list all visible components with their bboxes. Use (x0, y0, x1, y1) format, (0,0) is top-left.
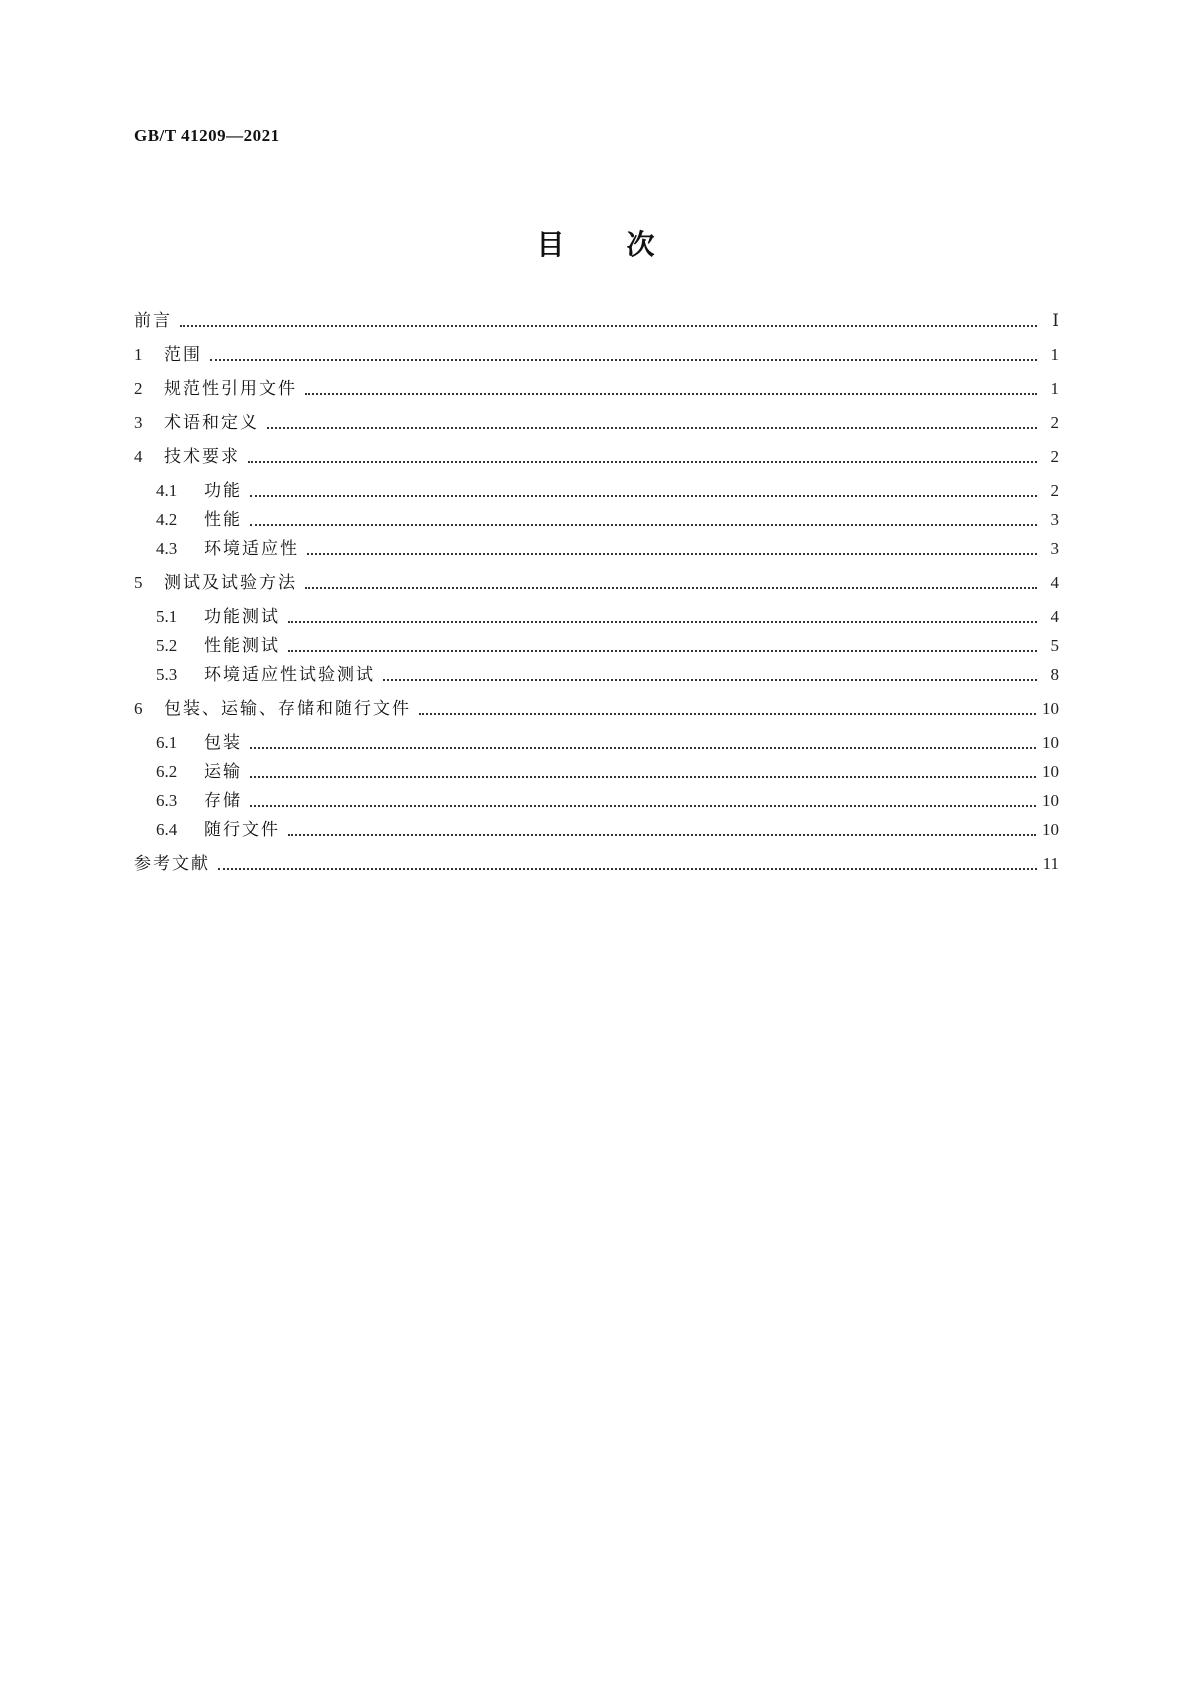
toc-title (0, 223, 1191, 263)
toc-entry-label: 术语和定义 (164, 413, 259, 433)
toc-entry[interactable] (134, 697, 1059, 721)
toc-entry-label: 参考文献 (134, 854, 210, 874)
toc-entry-page: 10 (1042, 820, 1059, 839)
toc-entry[interactable] (134, 377, 1059, 401)
toc-entry[interactable] (134, 634, 1059, 658)
toc-entry-number: 2 (134, 379, 143, 398)
toc-entry-label: 功能 (204, 481, 242, 501)
toc-title-char-2: 次 (626, 228, 655, 261)
toc-entry-page: 10 (1042, 733, 1059, 752)
toc-leader (248, 459, 1037, 463)
toc-leader (383, 677, 1037, 681)
standard-number: GB/T 41209—2021 (134, 126, 280, 145)
toc-leader (250, 745, 1036, 749)
toc-entry-page: 10 (1042, 762, 1059, 781)
toc-leader (250, 803, 1036, 807)
toc-entry-number: 6.4 (156, 820, 178, 839)
toc-entry[interactable] (134, 852, 1059, 876)
toc-leader (305, 391, 1037, 395)
toc-entry-number: 5 (134, 573, 143, 592)
toc-leader (307, 551, 1037, 555)
toc-entry-label: 测试及试验方法 (164, 573, 297, 593)
toc-entry[interactable] (134, 411, 1059, 435)
toc-title-char-1: 目 (536, 228, 565, 261)
toc-entry-label: 规范性引用文件 (164, 379, 297, 399)
toc-entry-page: 2 (1050, 413, 1059, 432)
toc-entry-page: 2 (1050, 481, 1059, 500)
toc-entry-label: 范围 (164, 345, 202, 365)
toc-entry-label: 包装 (204, 733, 242, 753)
toc-entry-page: 10 (1042, 791, 1059, 810)
toc-entry[interactable] (134, 445, 1059, 469)
toc-entry-page: 11 (1042, 854, 1059, 873)
toc-entry[interactable] (134, 537, 1059, 561)
toc-leader (250, 522, 1037, 526)
toc-entry-page: 2 (1050, 447, 1059, 466)
toc-entry-page: 3 (1050, 539, 1059, 558)
toc-entry-number: 5.3 (156, 665, 178, 684)
toc-entry-label: 前言 (134, 311, 172, 331)
toc-entry[interactable] (134, 760, 1059, 784)
toc-entry-number: 4.1 (156, 481, 178, 500)
toc-leader (305, 585, 1037, 589)
toc-entry-label: 环境适应性试验测试 (204, 665, 375, 685)
toc-entry-page: 10 (1042, 699, 1059, 718)
toc-leader (288, 619, 1037, 623)
toc-entry-number: 6.2 (156, 762, 178, 781)
toc-entry[interactable] (134, 479, 1059, 503)
toc-entry-number: 6 (134, 699, 143, 718)
toc-leader (218, 866, 1037, 870)
toc-entry-page: 3 (1050, 510, 1059, 529)
toc-leader (267, 425, 1037, 429)
toc-entry-number: 4 (134, 447, 143, 466)
toc-entry-page: 4 (1050, 573, 1059, 592)
toc-entry-page: Ⅰ (1052, 311, 1059, 330)
toc-entry-page: 5 (1050, 636, 1059, 655)
toc-entry-label: 运输 (204, 762, 242, 782)
toc-entry[interactable] (134, 309, 1059, 333)
toc-entry-label: 性能测试 (204, 636, 280, 656)
toc-leader (419, 711, 1036, 715)
toc-entry[interactable] (134, 789, 1059, 813)
toc-leader (288, 832, 1036, 836)
toc-entry-label: 包装、运输、存储和随行文件 (164, 699, 411, 719)
toc-entry-label: 性能 (204, 510, 242, 530)
toc-entry-number: 4.2 (156, 510, 178, 529)
toc-entry[interactable] (134, 663, 1059, 687)
toc-entry-label: 环境适应性 (204, 539, 299, 559)
toc-entry[interactable] (134, 731, 1059, 755)
toc-entry-number: 1 (134, 345, 143, 364)
toc-entry-number: 3 (134, 413, 143, 432)
toc-entry-number: 6.3 (156, 791, 178, 810)
toc-entry-number: 4.3 (156, 539, 178, 558)
toc-entry-label: 存储 (204, 791, 242, 811)
toc-entry-number: 5.1 (156, 607, 178, 626)
toc-entry-label: 随行文件 (204, 820, 280, 840)
toc-entry-label: 功能测试 (204, 607, 280, 627)
toc-leader (288, 648, 1037, 652)
toc-leader (180, 323, 1037, 327)
toc-entry[interactable] (134, 605, 1059, 629)
toc-entry-page: 8 (1050, 665, 1059, 684)
toc-entry-page: 4 (1050, 607, 1059, 626)
toc-entry-page: 1 (1050, 345, 1059, 364)
toc-entry[interactable] (134, 818, 1059, 842)
toc-leader (250, 493, 1037, 497)
toc-leader (210, 357, 1037, 361)
toc-entry[interactable] (134, 343, 1059, 367)
toc-entry-number: 5.2 (156, 636, 178, 655)
toc-entry-page: 1 (1050, 379, 1059, 398)
toc-entry-number: 6.1 (156, 733, 178, 752)
toc-leader (250, 774, 1036, 778)
toc-entry[interactable] (134, 571, 1059, 595)
toc-entry-label: 技术要求 (164, 447, 240, 467)
toc-entry[interactable] (134, 508, 1059, 532)
